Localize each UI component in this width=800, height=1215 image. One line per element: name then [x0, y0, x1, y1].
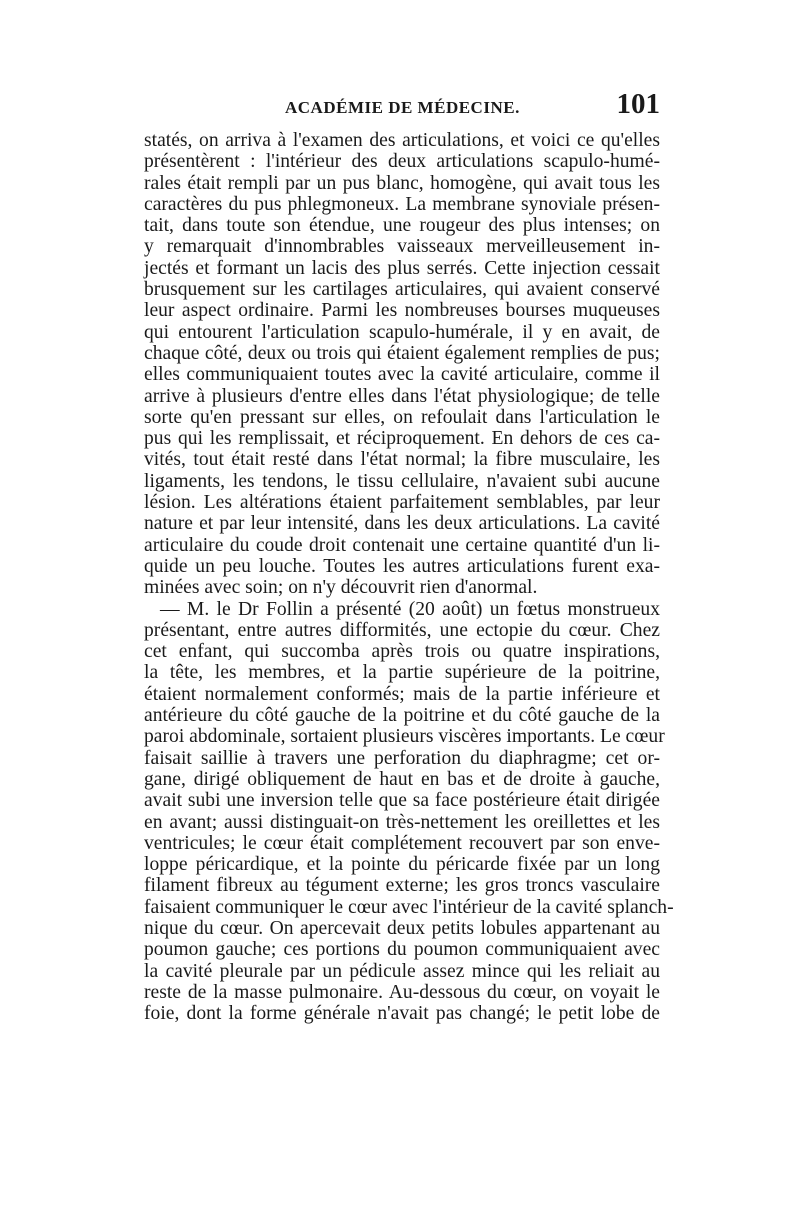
text-line: caractères du pus phlegmoneux. La membrane synoviale présen- [144, 193, 660, 215]
running-title: ACADÉMIE DE MÉDECINE. [285, 98, 520, 117]
text-line: y remarquait d'innombrables vaisseaux merveilleusement in- [144, 236, 660, 258]
text-line: pus qui les remplissait, et réciproquement. En dehors de ces ca- [144, 428, 660, 450]
page-number: 101 [616, 88, 660, 120]
text-line: statés, on arriva à l'examen des articulations, et voici ce qu'elles [144, 130, 660, 151]
running-head [144, 88, 660, 128]
text-line: filament fibreux au tégument externe; les gros troncs vasculaire [144, 875, 660, 897]
text-line: cet enfant, qui succomba après trois ou quatre inspirations, [144, 641, 660, 663]
text-line: présentant, entre autres difformités, une ectopie du cœur. Chez [144, 619, 660, 641]
text-line: jectés et formant un lacis des plus serrés. Cette injection cessait [144, 257, 660, 279]
text-line: loppe péricardique, et la pointe du péricarde fixée par un long [144, 854, 660, 876]
text-line: antérieure du côté gauche de la poitrine et du côté gauche de la [144, 705, 660, 727]
text-line: foie, dont la forme générale n'avait pas changé; le petit lobe de [144, 1003, 660, 1025]
text-line: reste de la masse pulmonaire. Au-dessous du cœur, on voyait le [144, 981, 660, 1003]
text-line: étaient normalement conformés; mais de la partie inférieure et [144, 683, 660, 705]
paragraph-start-line: — M. le Dr Follin a présenté (20 août) un fœtus monstrueux [160, 598, 660, 620]
text-line: poumon gauche; ces portions du poumon communiquaient avec [144, 939, 660, 961]
text-line: nature et par leur intensité, dans les deux articulations. La cavité [144, 513, 660, 535]
text-line: ventricules; le cœur était complétement recouvert par son enve- [144, 832, 660, 854]
text-line: en avant; aussi distinguait-on très-nettement les oreillettes et les [144, 811, 660, 833]
text-line: sorte qu'en pressant sur elles, on refoulait dans l'articulation le [144, 406, 660, 428]
body-text [144, 130, 674, 1025]
text-line: nique du cœur. On apercevait deux petits lobules appartenant au [144, 917, 660, 939]
text-line: leur aspect ordinaire. Parmi les nombreuses bourses muqueuses [144, 300, 660, 322]
text-line: la tête, les membres, et la partie supérieure de la poitrine, [144, 662, 660, 684]
text-line: gane, dirigé obliquement de haut en bas et de droite à gauche, [144, 768, 660, 790]
text-line: avait subi une inversion telle que sa face postérieure était dirigée [144, 790, 660, 812]
text-line: faisaient communiquer le cœur avec l'intérieur de la cavité splanch- [144, 896, 674, 918]
text-line: présentèrent : l'intérieur des deux articulations scapulo-humé- [144, 151, 660, 173]
text-line: qui entourent l'articulation scapulo-humérale, il y en avait, de [144, 321, 660, 343]
text-line: elles communiquaient toutes avec la cavité articulaire, comme il [144, 364, 660, 386]
text-line: vités, tout était resté dans l'état normal; la fibre musculaire, les [144, 449, 660, 471]
text-line: la cavité pleurale par un pédicule assez mince qui les reliait au [144, 960, 660, 982]
text-line: ligaments, les tendons, le tissu cellulaire, n'avaient subi aucune [144, 470, 660, 492]
text-line: lésion. Les altérations étaient parfaitement semblables, par leur [144, 492, 660, 514]
text-line: tait, dans toute son étendue, une rougeur des plus intenses; on [144, 215, 660, 237]
paragraph-end-line: minées avec soin; on n'y découvrit rien d'anormal. [144, 577, 538, 599]
text-line: paroi abdominale, sortaient plusieurs viscères importants. Le cœur [144, 726, 665, 748]
text-line: chaque côté, deux ou trois qui étaient également remplies de pus; [144, 342, 660, 364]
text-line: rales était rempli par un pus blanc, homogène, qui avait tous les [144, 172, 660, 194]
text-line: faisait saillie à travers une perforation du diaphragme; cet or- [144, 747, 660, 769]
text-line: arrive à plusieurs d'entre elles dans l'état physiologique; de telle [144, 385, 660, 407]
text-line: brusquement sur les cartilages articulaires, qui avaient conservé [144, 279, 660, 301]
text-line: articulaire du coude droit contenait une certaine quantité d'un li- [144, 534, 660, 556]
text-line: quide un peu louche. Toutes les autres articulations furent exa- [144, 555, 660, 577]
